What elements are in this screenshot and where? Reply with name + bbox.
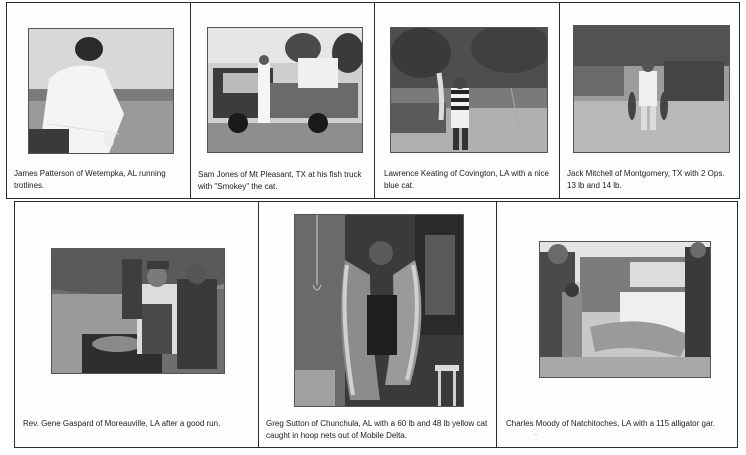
- photo-card-gaspard: [14, 201, 259, 448]
- photo-jones: [207, 27, 363, 153]
- caption-gaspard: Rev. Gene Gaspard of Moreauville, LA after a good run.: [23, 419, 221, 428]
- photo-gaspard: [51, 248, 225, 374]
- caption-moody: Charles Moody of Natchitoches, LA with a 115 alligator gar.: [506, 419, 715, 428]
- photo-card-mitchell: [559, 2, 740, 199]
- caption-mitchell: Jack Mitchell of Montgomery, TX with 2 Ops. 13 lb and 14 lb.: [567, 169, 725, 190]
- photo-sutton: [294, 214, 464, 407]
- photo-card-sutton: [258, 201, 497, 448]
- caption-sutton: Greg Sutton of Chunchula, AL with a 60 lb and 48 lb yellow cat caught in hoop nets out of Mobile Delta.: [266, 419, 488, 440]
- photo-card-patterson: [6, 2, 191, 199]
- photo-keating: [390, 27, 548, 153]
- photo-patterson: [28, 28, 174, 154]
- caption-patterson: James Patterson of Wetempka, AL running trotlines.: [14, 169, 166, 190]
- photo-card-keating: [374, 2, 560, 199]
- caption-keating: Lawrence Keating of Covington, LA with a nice blue cat.: [384, 169, 549, 190]
- photo-mitchell: [573, 25, 730, 153]
- photo-moody: [539, 241, 711, 378]
- caption-jones: Sam Jones of Mt Pleasant, TX at his fish truck with "Smokey" the cat.: [198, 170, 362, 191]
- corner-mark: .: [535, 430, 537, 437]
- photo-card-jones: [190, 2, 375, 199]
- photo-card-moody: [496, 201, 738, 448]
